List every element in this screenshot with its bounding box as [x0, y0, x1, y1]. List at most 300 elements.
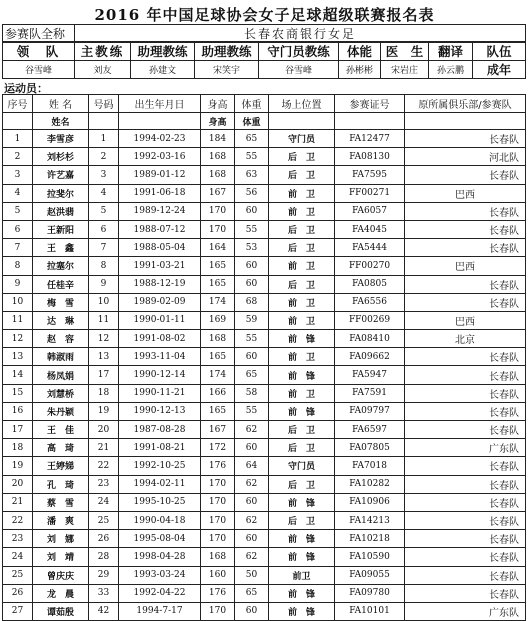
player-club: 长春队: [405, 530, 526, 548]
player-license-id: FA09797: [335, 402, 405, 420]
player-license-id: FF00269: [335, 311, 405, 329]
subheader-cell: [269, 113, 335, 130]
subheader-cell: [3, 113, 33, 130]
player-weight: 53: [235, 239, 269, 257]
staff-name: 孙建文: [131, 61, 195, 79]
player-club: 长春队: [405, 130, 526, 148]
subheader-cell: [405, 113, 526, 130]
player-shirt-number: 4: [89, 184, 119, 202]
player-club: 长春队: [405, 239, 526, 257]
player-shirt-number: 13: [89, 348, 119, 366]
player-name: 王婷娣: [33, 457, 89, 475]
player-number-cell: 16: [3, 402, 33, 420]
player-club: 长春队: [405, 220, 526, 238]
player-height: 165: [201, 348, 235, 366]
table-row: [3, 439, 526, 457]
subheader-cell: [89, 113, 119, 130]
player-position: 守门员: [269, 457, 335, 475]
player-shirt-number: 42: [89, 602, 119, 620]
player-birthdate: 1990-04-18: [119, 511, 201, 529]
player-shirt-number: 6: [89, 220, 119, 238]
player-club: 长春队: [405, 293, 526, 311]
player-number-cell: 3: [3, 166, 33, 184]
staff-name: 宋岩庄: [381, 61, 429, 79]
table-row: [3, 384, 526, 402]
player-number-cell: 5: [3, 202, 33, 220]
player-club: 河北队: [405, 148, 526, 166]
player-weight: 60: [235, 275, 269, 293]
player-weight: 55: [235, 220, 269, 238]
staff-leader-label: 领 队: [3, 42, 75, 61]
player-license-id: FA09662: [335, 348, 405, 366]
player-birthdate: 1993-11-04: [119, 348, 201, 366]
player-club: 长春队: [405, 457, 526, 475]
player-weight: 59: [235, 311, 269, 329]
player-name: 高 琦: [33, 439, 89, 457]
player-club: 长春队: [405, 402, 526, 420]
player-position: 前 卫: [269, 184, 335, 202]
player-height: 167: [201, 184, 235, 202]
player-birthdate: 1995-08-04: [119, 530, 201, 548]
player-birthdate: 1990-12-13: [119, 402, 201, 420]
player-position: 前 锋: [269, 402, 335, 420]
table-row: [3, 202, 526, 220]
player-name: 朱丹颖: [33, 402, 89, 420]
player-birthdate: 1988-12-19: [119, 275, 201, 293]
player-number-cell: 23: [3, 530, 33, 548]
player-license-id: FA10101: [335, 602, 405, 620]
player-club: 长春队: [405, 493, 526, 511]
player-height: 172: [201, 439, 235, 457]
player-shirt-number: 33: [89, 584, 119, 602]
player-license-id: FA08410: [335, 330, 405, 348]
player-position: 后 卫: [269, 239, 335, 257]
player-license-id: FA08130: [335, 148, 405, 166]
player-position: 前 锋: [269, 602, 335, 620]
player-club: 长春队: [405, 166, 526, 184]
player-license-id: FF00270: [335, 257, 405, 275]
table-row: [3, 275, 526, 293]
player-weight: 62: [235, 475, 269, 493]
player-position: 前 卫: [269, 311, 335, 329]
player-weight: 62: [235, 511, 269, 529]
player-birthdate: 1991-03-21: [119, 257, 201, 275]
player-club: 长春队: [405, 511, 526, 529]
staff-role: 医 生: [381, 42, 429, 61]
player-birthdate: 1989-01-12: [119, 166, 201, 184]
table-row: [3, 239, 526, 257]
player-name: 王 佳: [33, 421, 89, 439]
col-header: 序号: [3, 95, 33, 113]
col-header: 号码: [89, 95, 119, 113]
player-name: 蔡 雪: [33, 493, 89, 511]
player-position: 前 锋: [269, 493, 335, 511]
player-height: 165: [201, 402, 235, 420]
player-height: 168: [201, 166, 235, 184]
player-number-cell: 21: [3, 493, 33, 511]
player-shirt-number: 17: [89, 366, 119, 384]
table-row: [3, 366, 526, 384]
player-license-id: FA6556: [335, 293, 405, 311]
player-club: 长春队: [405, 202, 526, 220]
player-weight: 60: [235, 257, 269, 275]
player-height: 176: [201, 457, 235, 475]
staff-role: 助理教练: [195, 42, 259, 61]
player-number-cell: 24: [3, 548, 33, 566]
player-license-id: FA14213: [335, 511, 405, 529]
player-number-cell: 10: [3, 293, 33, 311]
staff-roles-row: [3, 42, 526, 61]
player-height: 164: [201, 239, 235, 257]
staff-role: 主教练: [75, 42, 131, 61]
table-row: [3, 511, 526, 529]
table-row: [3, 311, 526, 329]
staff-role: 队伍: [473, 42, 526, 61]
staff-table: [2, 41, 526, 79]
player-birthdate: 1993-03-24: [119, 566, 201, 584]
player-number-cell: 19: [3, 457, 33, 475]
player-shirt-number: 22: [89, 457, 119, 475]
player-weight: 50: [235, 566, 269, 584]
player-name: 龙 晨: [33, 584, 89, 602]
table-row: [3, 184, 526, 202]
player-license-id: FA10282: [335, 475, 405, 493]
player-position: 前 锋: [269, 330, 335, 348]
player-height: 170: [201, 530, 235, 548]
player-license-id: FA4045: [335, 220, 405, 238]
player-weight: 62: [235, 421, 269, 439]
table-row: [3, 457, 526, 475]
player-number-cell: 4: [3, 184, 33, 202]
col-header: 身高: [201, 95, 235, 113]
staff-name: 宋笑宇: [195, 61, 259, 79]
player-height: 167: [201, 421, 235, 439]
player-position: 前 卫: [269, 202, 335, 220]
player-height: 174: [201, 293, 235, 311]
player-weight: 60: [235, 439, 269, 457]
player-license-id: FF00271: [335, 184, 405, 202]
player-weight: 60: [235, 202, 269, 220]
player-number-cell: 20: [3, 475, 33, 493]
player-position: 后 卫: [269, 148, 335, 166]
player-number-cell: 22: [3, 511, 33, 529]
table-row: [3, 421, 526, 439]
player-license-id: FA7018: [335, 457, 405, 475]
player-birthdate: 1994-02-23: [119, 130, 201, 148]
team-row: [3, 25, 526, 43]
player-position: 前 卫: [269, 293, 335, 311]
table-row: [3, 602, 526, 620]
staff-name: 成年: [473, 61, 526, 79]
player-license-id: FA0805: [335, 275, 405, 293]
player-license-id: FA07805: [335, 439, 405, 457]
player-number-cell: 8: [3, 257, 33, 275]
player-license-id: FA10590: [335, 548, 405, 566]
players-header-row: [3, 95, 526, 113]
player-height: 166: [201, 384, 235, 402]
player-number-cell: 6: [3, 220, 33, 238]
player-shirt-number: 7: [89, 239, 119, 257]
player-shirt-number: 1: [89, 130, 119, 148]
table-row: [3, 257, 526, 275]
player-birthdate: 1990-11-21: [119, 384, 201, 402]
player-number-cell: 13: [3, 348, 33, 366]
player-name: 拉塞尔: [33, 257, 89, 275]
player-number-cell: 11: [3, 311, 33, 329]
player-position: 前 卫: [269, 384, 335, 402]
player-birthdate: 1992-03-16: [119, 148, 201, 166]
player-weight: 65: [235, 584, 269, 602]
player-height: 165: [201, 275, 235, 293]
player-name: 刘 娜: [33, 530, 89, 548]
player-club: 长春队: [405, 584, 526, 602]
player-license-id: FA09055: [335, 566, 405, 584]
staff-role: 守门员教练: [259, 42, 339, 61]
player-height: 170: [201, 220, 235, 238]
player-shirt-number: 2: [89, 148, 119, 166]
player-weight: 60: [235, 348, 269, 366]
player-name: 赵洪翡: [33, 202, 89, 220]
player-name: 刘杉杉: [33, 148, 89, 166]
player-name: 孔 琦: [33, 475, 89, 493]
player-number-cell: 9: [3, 275, 33, 293]
player-height: 170: [201, 602, 235, 620]
player-number-cell: 18: [3, 439, 33, 457]
player-name: 刘慧桥: [33, 384, 89, 402]
subheader-weight: 体重: [235, 113, 269, 130]
player-name: 曾庆庆: [33, 566, 89, 584]
player-weight: 55: [235, 402, 269, 420]
player-birthdate: 1994-7-17: [119, 602, 201, 620]
player-shirt-number: 9: [89, 275, 119, 293]
staff-name: 谷雪峰: [259, 61, 339, 79]
player-birthdate: 1989-02-09: [119, 293, 201, 311]
player-club: 巴西: [405, 311, 526, 329]
player-height: 174: [201, 366, 235, 384]
player-height: 176: [201, 584, 235, 602]
player-weight: 62: [235, 548, 269, 566]
player-birthdate: 1998-04-28: [119, 548, 201, 566]
player-birthdate: 1992-04-22: [119, 584, 201, 602]
player-weight: 60: [235, 493, 269, 511]
player-shirt-number: 10: [89, 293, 119, 311]
player-shirt-number: 26: [89, 530, 119, 548]
player-club: 长春队: [405, 366, 526, 384]
player-license-id: FA12477: [335, 130, 405, 148]
player-birthdate: 1994-02-11: [119, 475, 201, 493]
col-header: 出生年月日: [119, 95, 201, 113]
player-club: 长春队: [405, 566, 526, 584]
athletes-label: 运动员：: [4, 82, 48, 95]
player-birthdate: 1995-10-25: [119, 493, 201, 511]
player-shirt-number: 20: [89, 421, 119, 439]
player-birthdate: 1991-08-21: [119, 439, 201, 457]
player-club: 长春队: [405, 384, 526, 402]
player-position: 前 锋: [269, 366, 335, 384]
player-name: 谭茹殷: [33, 602, 89, 620]
table-row: [3, 293, 526, 311]
player-position: 前卫: [269, 566, 335, 584]
player-club: 长春队: [405, 348, 526, 366]
table-row: [3, 493, 526, 511]
player-position: 前 锋: [269, 530, 335, 548]
player-license-id: FA6597: [335, 421, 405, 439]
player-shirt-number: 25: [89, 511, 119, 529]
player-height: 168: [201, 548, 235, 566]
player-shirt-number: 3: [89, 166, 119, 184]
player-name: 刘 靖: [33, 548, 89, 566]
player-club: 长春队: [405, 421, 526, 439]
player-height: 168: [201, 330, 235, 348]
table-row: [3, 530, 526, 548]
player-club: 长春队: [405, 475, 526, 493]
player-number-cell: 2: [3, 148, 33, 166]
player-name: 潘 爽: [33, 511, 89, 529]
table-row: [3, 402, 526, 420]
player-club: 广东队: [405, 602, 526, 620]
staff-name: 刘友: [75, 61, 131, 79]
player-license-id: FA7595: [335, 166, 405, 184]
player-weight: 60: [235, 602, 269, 620]
player-shirt-number: 21: [89, 439, 119, 457]
player-name: 拉斐尔: [33, 184, 89, 202]
player-weight: 58: [235, 384, 269, 402]
player-birthdate: 1991-08-02: [119, 330, 201, 348]
staff-role: 体能: [339, 42, 381, 61]
player-height: 170: [201, 202, 235, 220]
player-height: 168: [201, 148, 235, 166]
col-header: 体重: [235, 95, 269, 113]
player-birthdate: 1992-10-25: [119, 457, 201, 475]
player-name: 达 琳: [33, 311, 89, 329]
table-row: [3, 166, 526, 184]
table-row: [3, 475, 526, 493]
player-weight: 55: [235, 148, 269, 166]
player-license-id: FA5444: [335, 239, 405, 257]
table-row: [3, 348, 526, 366]
player-license-id: FA10906: [335, 493, 405, 511]
form-title: 2016 年中国足球协会女子足球超级联赛报名表: [94, 6, 435, 24]
subheader-cell: [119, 113, 201, 130]
player-license-id: FA10218: [335, 530, 405, 548]
table-row: [3, 130, 526, 148]
player-height: 170: [201, 493, 235, 511]
player-club: 北京: [405, 330, 526, 348]
table-row: [3, 148, 526, 166]
player-name: 任桂辛: [33, 275, 89, 293]
player-shirt-number: 28: [89, 548, 119, 566]
player-weight: 68: [235, 293, 269, 311]
player-weight: 55: [235, 330, 269, 348]
player-number-cell: 26: [3, 584, 33, 602]
player-license-id: FA5947: [335, 366, 405, 384]
player-birthdate: 1989-12-24: [119, 202, 201, 220]
player-name: 许艺嘉: [33, 166, 89, 184]
player-height: 169: [201, 311, 235, 329]
player-height: 160: [201, 566, 235, 584]
player-shirt-number: 24: [89, 493, 119, 511]
player-club: 巴西: [405, 184, 526, 202]
player-position: 守门员: [269, 130, 335, 148]
staff-role: 翻译: [429, 42, 473, 61]
player-number-cell: 15: [3, 384, 33, 402]
player-shirt-number: 11: [89, 311, 119, 329]
player-number-cell: 12: [3, 330, 33, 348]
player-shirt-number: 29: [89, 566, 119, 584]
subheader-height: 身高: [201, 113, 235, 130]
player-name: 李雪彦: [33, 130, 89, 148]
player-weight: 64: [235, 457, 269, 475]
player-weight: 63: [235, 166, 269, 184]
player-position: 后 卫: [269, 220, 335, 238]
player-position: 前 卫: [269, 348, 335, 366]
player-club: 长春队: [405, 275, 526, 293]
player-license-id: FA09780: [335, 584, 405, 602]
player-birthdate: 1988-07-12: [119, 220, 201, 238]
player-shirt-number: 12: [89, 330, 119, 348]
player-license-id: FA7591: [335, 384, 405, 402]
player-shirt-number: 19: [89, 402, 119, 420]
player-position: 前 锋: [269, 548, 335, 566]
player-name: 韩淑雨: [33, 348, 89, 366]
player-weight: 60: [235, 530, 269, 548]
subheader-name: 姓名: [33, 113, 89, 130]
player-license-id: FA6057: [335, 202, 405, 220]
player-birthdate: 1987-08-28: [119, 421, 201, 439]
player-shirt-number: 8: [89, 257, 119, 275]
player-position: 后 卫: [269, 166, 335, 184]
player-birthdate: 1991-06-18: [119, 184, 201, 202]
player-club: 巴西: [405, 257, 526, 275]
player-weight: 56: [235, 184, 269, 202]
player-number-cell: 1: [3, 130, 33, 148]
player-height: 170: [201, 511, 235, 529]
player-birthdate: 1990-12-14: [119, 366, 201, 384]
player-name: 王 鑫: [33, 239, 89, 257]
player-height: 170: [201, 475, 235, 493]
col-header: 姓 名: [33, 95, 89, 113]
player-shirt-number: 18: [89, 384, 119, 402]
player-birthdate: 1988-05-04: [119, 239, 201, 257]
subheader-cell: [335, 113, 405, 130]
player-position: 后 卫: [269, 439, 335, 457]
staff-leader-name: 谷雪峰: [3, 61, 75, 79]
player-height: 184: [201, 130, 235, 148]
player-position: 前 卫: [269, 257, 335, 275]
player-weight: 65: [235, 130, 269, 148]
player-name: 梅 雪: [33, 293, 89, 311]
team-name: 长春农商银行女足: [75, 25, 526, 43]
player-number-cell: 7: [3, 239, 33, 257]
staff-names-row: [3, 61, 526, 79]
player-birthdate: 1990-01-11: [119, 311, 201, 329]
player-position: 前 锋: [269, 584, 335, 602]
player-name: 杨凤娟: [33, 366, 89, 384]
player-shirt-number: 23: [89, 475, 119, 493]
table-row: [3, 548, 526, 566]
player-number-cell: 17: [3, 421, 33, 439]
staff-name: 孙云鹏: [429, 61, 473, 79]
team-label: 参赛队全称: [3, 25, 75, 43]
player-position: 后 卫: [269, 475, 335, 493]
players-subheader-row: [3, 113, 526, 130]
player-shirt-number: 5: [89, 202, 119, 220]
player-number-cell: 27: [3, 602, 33, 620]
staff-name: 孙彬彬: [339, 61, 381, 79]
player-club: 广东队: [405, 439, 526, 457]
player-position: 后 卫: [269, 421, 335, 439]
player-name: 王新阳: [33, 220, 89, 238]
